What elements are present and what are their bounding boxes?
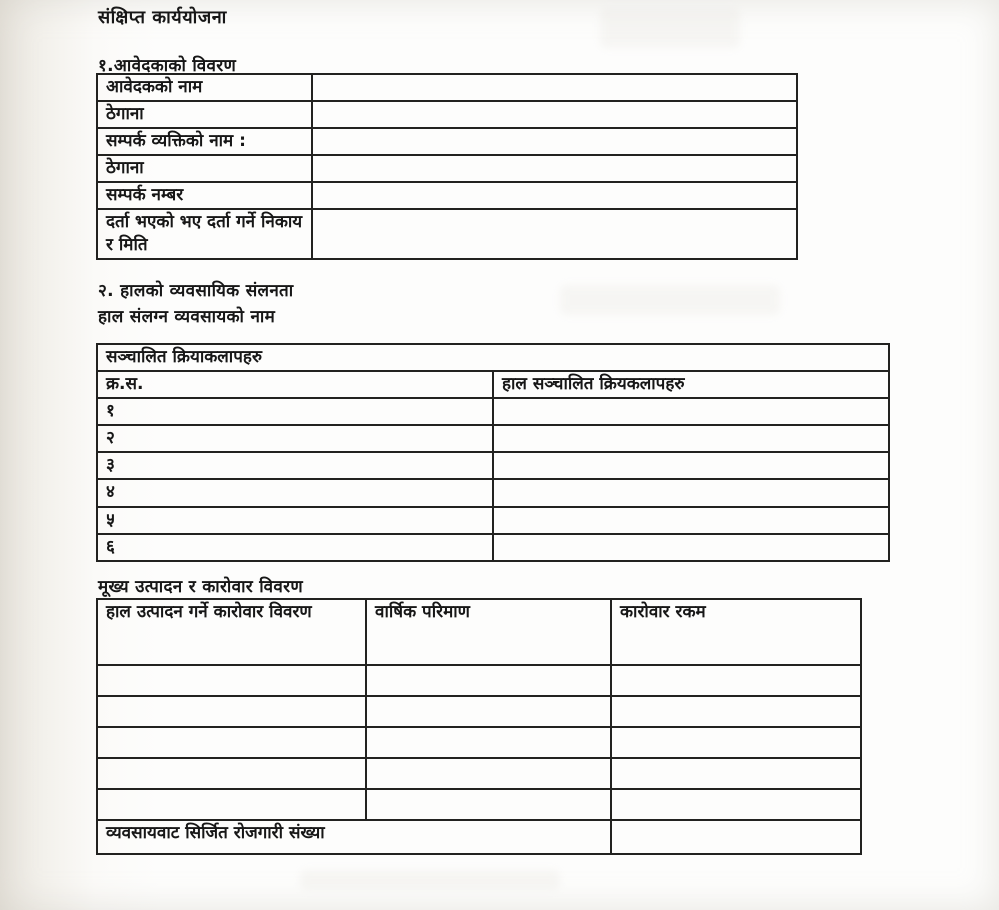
value-cell [611,727,861,758]
row-label: दर्ता भएको भए दर्ता गर्ने निकाय र मिति [97,209,312,259]
table-title: सञ्चालित क्रियाकलापहरु [97,344,889,371]
row-label: सम्पर्क व्यक्तिको नाम : [97,128,312,155]
scan-artifact [300,870,560,890]
value-cell [493,398,889,425]
table-row [97,398,889,425]
section3-heading: मूख्य उत्पादन र कारोवार विवरण [98,577,303,597]
value-cell [493,507,889,534]
table-row [97,74,797,101]
column-header-annual-quantity: वार्षिक परिमाण [366,599,611,665]
table-title-row [97,344,889,371]
section2-heading: २. हालको व्यवसायिक संलनता [98,281,294,301]
serial-number: ६ [97,534,493,561]
table-row [97,479,889,506]
table-footer-row [97,820,861,854]
table-row [97,727,861,758]
document-title: संक्षिप्त कार्ययोजना [98,7,227,28]
table-row [97,128,797,155]
value-cell [312,128,797,155]
value-cell [611,758,861,789]
applicant-details-table [96,73,798,260]
table-row [97,452,889,479]
serial-number: ४ [97,479,493,506]
table-row [97,665,861,696]
current-activities-table [96,343,890,562]
serial-number: २ [97,425,493,452]
serial-number: ३ [97,452,493,479]
section1-heading: १.आवेदकाको विवरण [98,56,237,76]
column-header-description: हाल उत्पादन गर्ने कारोवार विवरण [97,599,366,665]
table-row [97,425,889,452]
row-label: आवेदकको नाम [97,74,312,101]
row-label: ठेगाना [97,155,312,182]
scan-artifact [600,8,740,48]
value-cell [366,696,611,727]
value-cell [366,758,611,789]
row-label: सम्पर्क नम्बर [97,182,312,209]
value-cell [312,209,797,259]
row-label: ठेगाना [97,101,312,128]
footer-label: व्यवसायवाट सिर्जित रोजगारी संख्या [97,820,611,854]
value-cell [97,789,366,820]
value-cell [97,665,366,696]
value-cell [366,727,611,758]
value-cell [366,789,611,820]
section2-subheading: हाल संलग्न व्यवसायको नाम [98,307,276,327]
value-cell [493,452,889,479]
table-row [97,209,797,259]
value-cell [493,534,889,561]
table-row [97,101,797,128]
table-row [97,182,797,209]
value-cell [493,479,889,506]
production-transaction-table [96,598,862,855]
column-header-transaction-amount: कारोवार रकम [611,599,861,665]
value-cell [366,665,611,696]
table-row [97,155,797,182]
value-cell [312,101,797,128]
table-row [97,507,889,534]
value-cell [97,727,366,758]
serial-number: १ [97,398,493,425]
value-cell [611,789,861,820]
value-cell [312,182,797,209]
value-cell [611,665,861,696]
table-row [97,534,889,561]
table-row [97,696,861,727]
value-cell [312,155,797,182]
column-header-activity: हाल सञ्चालित क्रियकलापहरु [493,371,889,398]
serial-number: ५ [97,507,493,534]
value-cell [97,758,366,789]
value-cell [611,820,861,854]
value-cell [97,696,366,727]
value-cell [493,425,889,452]
column-header-sn: क्र.स. [97,371,493,398]
scan-artifact [560,285,780,315]
table-header-row [97,599,861,665]
value-cell [312,74,797,101]
table-header-row [97,371,889,398]
table-row [97,789,861,820]
table-row [97,758,861,789]
value-cell [611,696,861,727]
